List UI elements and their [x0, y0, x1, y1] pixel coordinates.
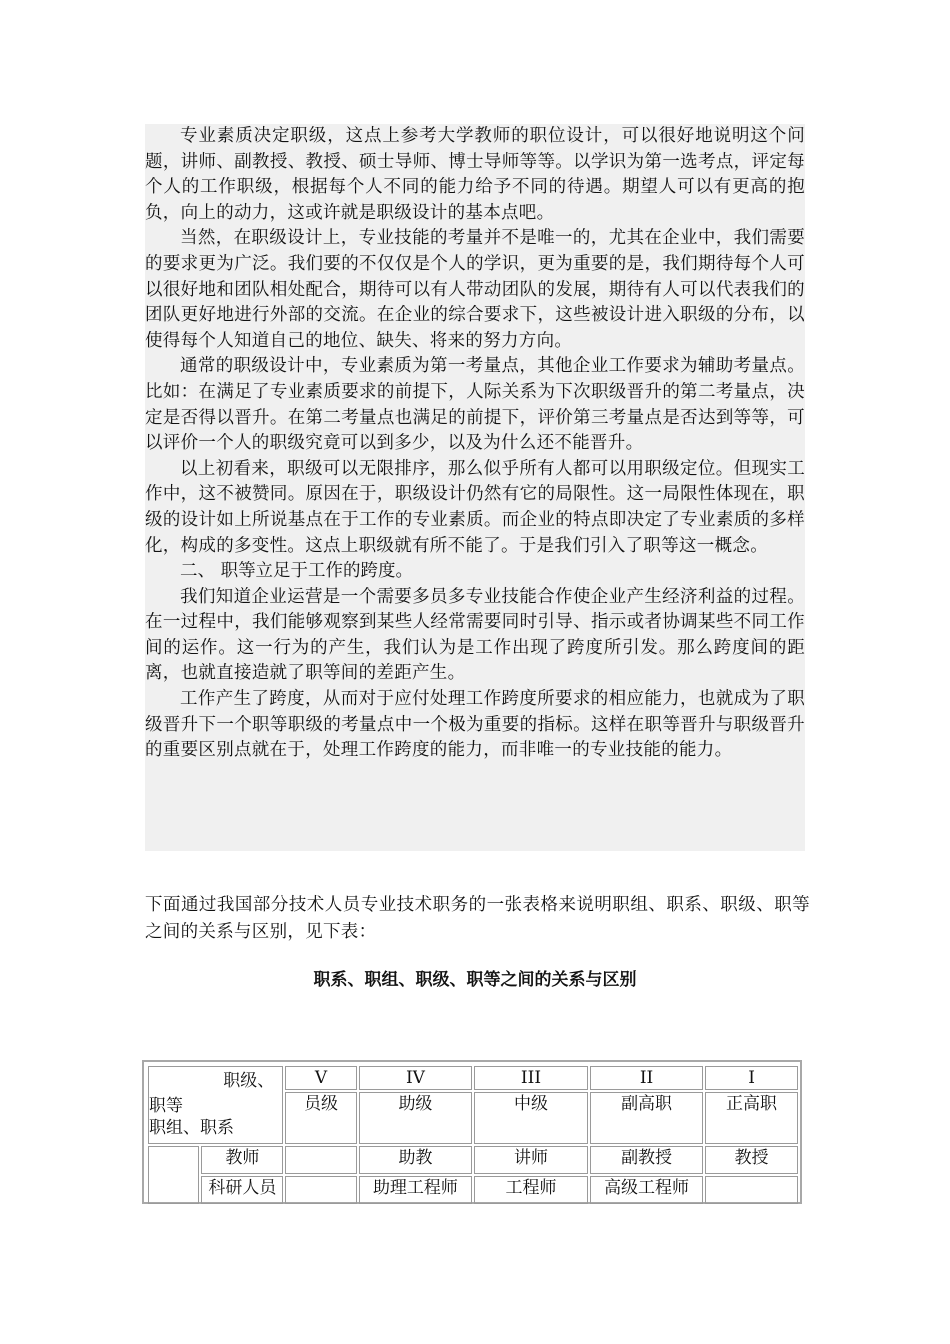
header-level: 副高职 — [590, 1092, 703, 1144]
header-roman: I — [705, 1066, 798, 1090]
table-cell: 工程师 — [474, 1176, 588, 1204]
group-cell — [148, 1146, 199, 1204]
table-cell: 教授 — [705, 1146, 798, 1174]
paragraph-6: 工作产生了跨度，从而对于应付处理工作跨度所要求的相应能力，也就成为了职级晋升下一个职等职级的考量点中一个极为重要的指标。这样在职等晋升与职级晋升的重要区别点就在于，处理工作跨度的能力，而非唯一的专业技能的能力。 — [145, 689, 805, 761]
row-label: 科研人员 — [201, 1176, 283, 1204]
table-grid — [146, 1064, 800, 1206]
table-cell: 讲师 — [474, 1146, 588, 1174]
table-corner-header — [148, 1066, 283, 1144]
corner-label-grade: 职级、 — [223, 1071, 275, 1091]
paragraph-2: 当然，在职级设计上，专业技能的考量并不是唯一的，尤其在企业中，我们需要的要求更为广泛。我们要的不仅仅是个人的学识，更为重要的是，我们期待每个人可以很好地和团队相处配合，期待可以有人带动团队的发展，期待有人可以代表我们的团队更好地进行外部的交流。在企业的综合要求下，这些被设计进入职级的分布，以使得每个人知道自己的地位、缺失、将来的努力方向。 — [145, 228, 805, 351]
body-text — [145, 124, 805, 764]
paragraph-5: 我们知道企业运营是一个需要多员多专业技能合作使企业产生经济利益的过程。在一过程中，我们能够观察到某些人经常需要同时引导、指示或者协调某些不同工作间的运作。这一行为的产生，我们认为是工作出现了跨度所引发。那么跨度间的距离，也就直接造就了职等间的差距产生。 — [145, 586, 805, 684]
row-label: 教师 — [201, 1146, 283, 1174]
table-cell — [705, 1176, 798, 1204]
table-cell: 高级工程师 — [590, 1176, 703, 1204]
header-roman: III — [474, 1066, 588, 1090]
header-roman: V — [285, 1066, 357, 1090]
paragraph-4: 以上初看来，职级可以无限排序，那么似乎所有人都可以用职级定位。但现实工作中，这不被赞同。原因在于，职级设计仍然有它的局限性。这一局限性体现在，职级的设计如上所说基点在于工作的专业素质。而企业的特点即决定了专业素质的多样化，构成的多变性。这点上职级就有所不能了。于是我们引入了职等这一概念。 — [145, 458, 805, 556]
header-level: 助级 — [359, 1092, 472, 1144]
corner-label-group: 职组、职系 — [149, 1118, 234, 1138]
table-intro: 下面通过我国部分技术人员专业技术职务的一张表格来说明职组、职系、职级、职等之间的关系与区别，见下表： — [145, 895, 810, 942]
header-level: 正高职 — [705, 1092, 798, 1144]
table-cell — [285, 1146, 357, 1174]
table-title: 职系、职组、职级、职等之间的关系与区别 — [313, 970, 637, 990]
relationship-table — [142, 1060, 802, 1204]
corner-label-rank: 职等 — [149, 1096, 183, 1116]
table-cell: 副教授 — [590, 1146, 703, 1174]
paragraph-1: 专业素质决定职级，这点上参考大学教师的职位设计，可以很好地说明这个问题，讲师、副教授、教授、硕士导师、博士导师等等。以学识为第一选考点，评定每个人的工作职级，根据每个人不同的能力给予不同的待遇。期望人可以有更高的抱负，向上的动力，这或许就是职级设计的基本点吧。 — [145, 126, 805, 223]
header-roman: II — [590, 1066, 703, 1090]
paragraph-3: 通常的职级设计中，专业素质为第一考量点，其他企业工作要求为辅助考量点。比如：在满足了专业素质要求的前提下，人际关系为下次职级晋升的第二考量点，决定是否得以晋升。在第二考量点也满足的前提下，评价第三考量点是否达到等等，可以评价一个人的职级究竟可以到多少，以及为什么还不能晋升。 — [145, 356, 805, 454]
table-cell: 助理工程师 — [359, 1176, 472, 1204]
header-level: 中级 — [474, 1092, 588, 1144]
header-level: 员级 — [285, 1092, 357, 1144]
header-roman: IV — [359, 1066, 472, 1090]
table-cell — [285, 1176, 357, 1204]
section-heading: 二、 职等立足于工作的跨度。 — [180, 561, 414, 582]
table-cell: 助教 — [359, 1146, 472, 1174]
